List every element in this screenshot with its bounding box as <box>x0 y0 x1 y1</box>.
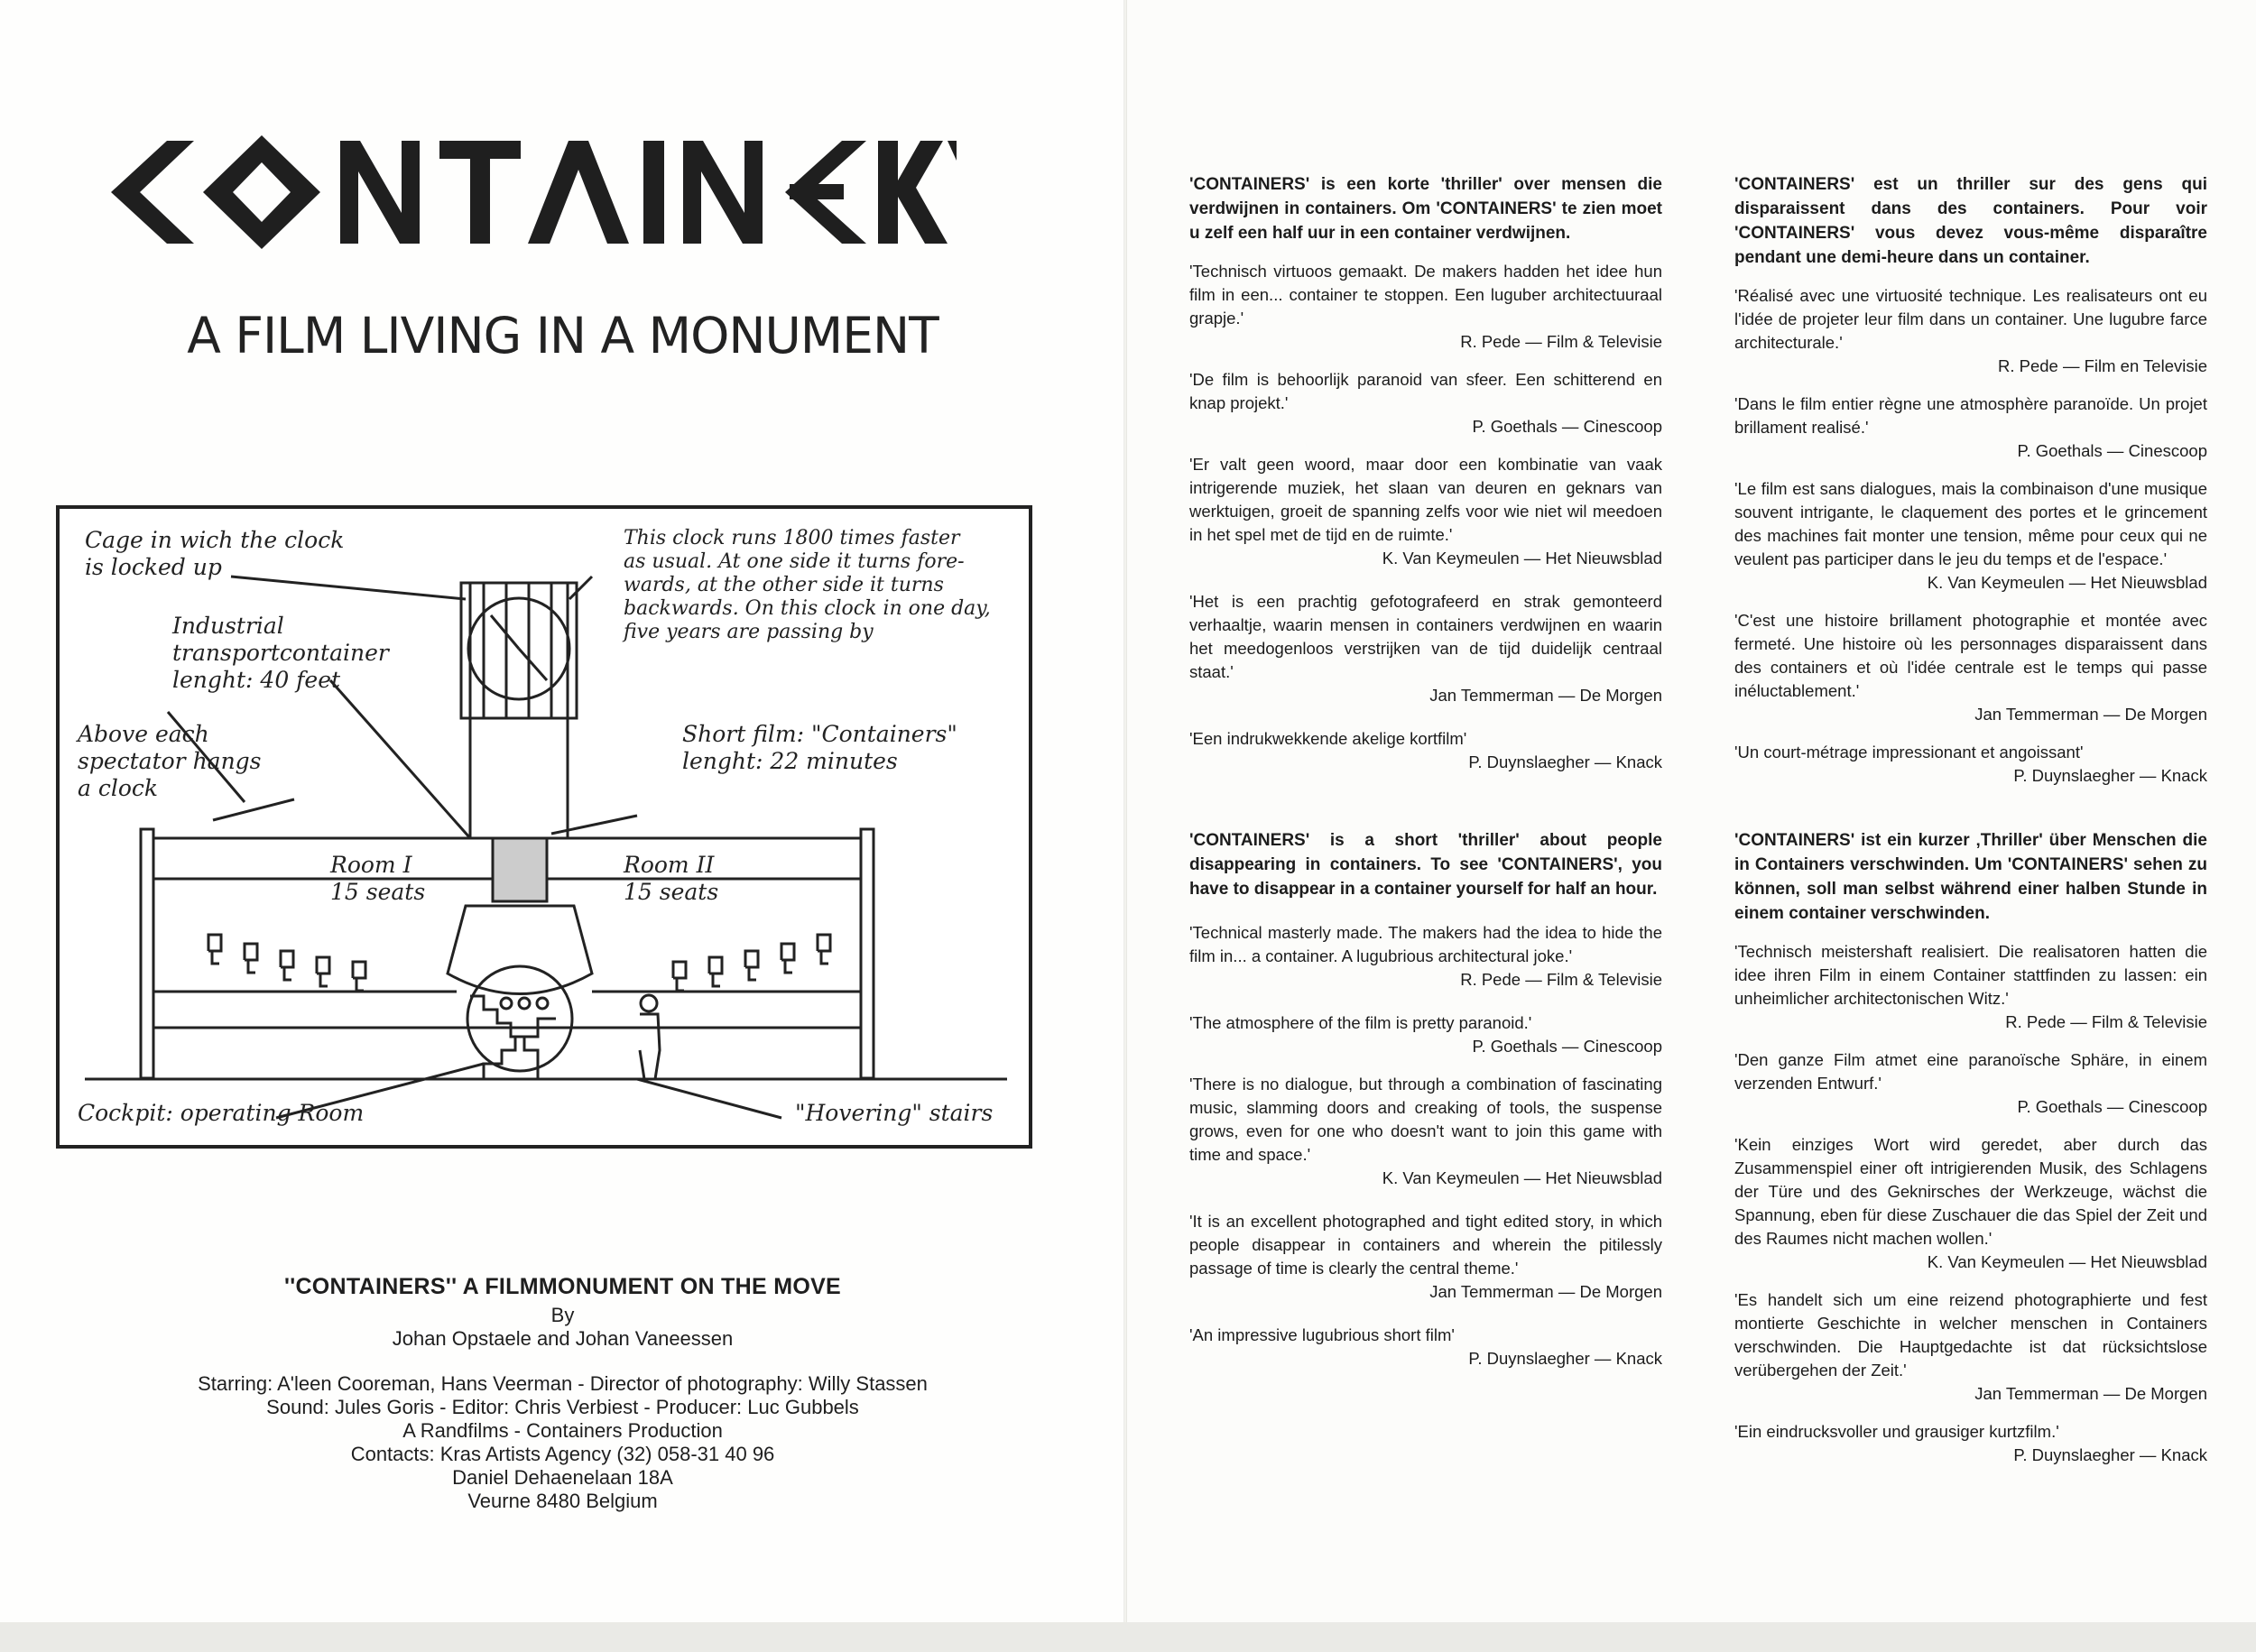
quote-en-2 <box>1189 1011 1662 1058</box>
quote-text: 'C'est une histoire brillament photographie et montée avec fermeté. Une histoire où les personnages disparaissent dans des containers et où l'idée centrale est le temps qui passe inéluctablement.' <box>1734 611 2207 700</box>
quote-de-1 <box>1734 940 2207 1034</box>
credits-by: By <box>550 1304 575 1326</box>
column-german <box>1734 828 2207 1467</box>
page-fold <box>1123 0 1127 1652</box>
label-clock: This clock runs 1800 times faster as usual. At one side it turns fore- wards, at the other side it turns backwards. On this clock in one day, five years are passing by <box>624 527 991 643</box>
quote-text: 'Er valt geen woord, maar door een kombinatie van vaak intrigerende muziek, het slaan van deuren en geknars van werktuigen, groeit de spanning zelfs voor wie niet wil meedoen in het spel met de tijd en de ruimte.' <box>1189 455 1662 544</box>
quote-fr-4 <box>1734 609 2207 726</box>
quote-text: 'The atmosphere of the film is pretty paranoid.' <box>1189 1013 1532 1032</box>
quote-fr-1 <box>1734 284 2207 378</box>
quote-en-5 <box>1189 1324 1662 1371</box>
quote-fr-2 <box>1734 392 2207 463</box>
credits-starring: Starring: A'leen Cooreman, Hans Veerman - Director of photography: Willy Stassen <box>198 1372 928 1395</box>
quote-text: 'Het is een prachtig gefotografeerd en strak gemonteerd verhaaltje, waarin mensen in containers verdwijnen en waarin het meedogenloos verstrijken van de tijd duidelijk centraal staat.' <box>1189 592 1662 681</box>
quote-en-1 <box>1189 921 1662 992</box>
quote-nl-2 <box>1189 368 1662 438</box>
label-container: Industrial transportcontainer lenght: 40 feet <box>172 613 389 693</box>
label-cockpit: Cockpit: operating Room <box>78 1100 365 1126</box>
quote-source: P. Duynslaegher — Knack <box>1468 752 1662 771</box>
label-stairs: "Hovering" stairs <box>795 1100 994 1126</box>
credits-address-2: Veurne 8480 Belgium <box>467 1490 658 1512</box>
quote-text: 'An impressive lugubrious short film' <box>1189 1325 1455 1344</box>
containers-logo <box>104 134 957 251</box>
quote-source: Jan Temmerman — De Morgen <box>1429 1282 1662 1301</box>
quote-source: Jan Temmerman — De Morgen <box>1974 705 2207 724</box>
quote-source: P. Goethals — Cinescoop <box>2017 441 2207 460</box>
label-cage: Cage in wich the clock is locked up <box>85 527 345 580</box>
quote-source: P. Goethals — Cinescoop <box>1472 1037 1662 1056</box>
quote-text: 'Réalisé avec une virtuosité technique. Les realisateurs ont eu l'idée de projeter leur film dans un container. Une lugubre farce architecturale.' <box>1734 286 2207 352</box>
credits-authors: Johan Opstaele and Johan Vaneessen <box>392 1327 734 1350</box>
scan-bottom-edge <box>0 1622 2256 1652</box>
quote-text: 'Kein einziges Wort wird geredet, aber durch das Zusammenspiel einer oft intrigierenden Musik, des Schlagens der Türe und des Geknirsches der Werkzeuge, wächst die Spannung, eben für diese Zuschauer die das Spiel der Zeit und des Raumes nicht machen wollen.' <box>1734 1135 2207 1248</box>
quote-source: K. Van Keymeulen — Het Nieuwsblad <box>1382 549 1662 568</box>
credits-production: A Randfilms - Containers Production <box>402 1419 723 1442</box>
subtitle: A FILM LIVING IN A MONUMENT <box>187 307 938 365</box>
label-short-film: Short film: "Containers" lenght: 22 minutes <box>682 721 957 774</box>
quote-text: 'Un court-métrage impressionant et angoissant' <box>1734 743 2084 761</box>
quote-source: K. Van Keymeulen — Het Nieuwsblad <box>1382 1168 1662 1187</box>
left-page <box>0 0 1125 1652</box>
quote-source: P. Duynslaegher — Knack <box>1468 1349 1662 1368</box>
quote-nl-4 <box>1189 590 1662 707</box>
quote-text: 'Ein eindrucksvoller und grausiger kurtzfilm.' <box>1734 1422 2059 1441</box>
label-spectator: Above each spectator hangs a clock <box>78 721 262 801</box>
quote-source: R. Pede — Film en Televisie <box>1997 356 2207 375</box>
intro-fr: 'CONTAINERS' est un thriller sur des gens qui disparaissent dans des containers. Pour voir 'CONTAINERS' vous devez vous-même disparaître pendant une demi-heure dans un container. <box>1734 175 2207 267</box>
quote-nl-1 <box>1189 260 1662 354</box>
quote-fr-3 <box>1734 477 2207 595</box>
credits <box>0 1274 1125 1513</box>
label-room-2: Room II 15 seats <box>624 852 719 905</box>
credits-headline: ''CONTAINERS'' A FILMMONUMENT ON THE MOVE <box>283 1274 842 1299</box>
intro-de: 'CONTAINERS' ist ein kurzer ‚Thriller' über Menschen die in Containers verschwinden. Um 'CONTAINERS' sehen zu können, soll man selbst während einer halben Stunde in einem container verschwinden. <box>1734 831 2207 923</box>
quote-source: R. Pede — Film & Televisie <box>1460 332 1662 351</box>
quote-text: 'De film is behoorlijk paranoid van sfeer. Een schitterend en knap projekt.' <box>1189 370 1662 412</box>
quote-text: 'It is an excellent photographed and tight edited story, in which people disappear in containers and wherein the pitilessly passage of time is clearly the central theme.' <box>1189 1212 1662 1278</box>
quote-nl-3 <box>1189 453 1662 570</box>
quote-source: K. Van Keymeulen — Het Nieuwsblad <box>1927 1252 2207 1271</box>
quote-de-4 <box>1734 1288 2207 1406</box>
quote-source: P. Duynslaegher — Knack <box>2013 766 2207 785</box>
quote-text: 'Technisch meistershaft realisiert. Die realisatoren hatten die idee ihren Film in einem Container stattfinden zu lassen: ein unheimlicher architectonischen Witz.' <box>1734 942 2207 1008</box>
quote-source: P. Goethals — Cinescoop <box>2017 1097 2207 1116</box>
credits-sound: Sound: Jules Goris - Editor: Chris Verbiest - Producer: Luc Gubbels <box>266 1396 859 1418</box>
column-english <box>1189 828 1662 1371</box>
quote-en-4 <box>1189 1210 1662 1304</box>
intro-en: 'CONTAINERS' is a short 'thriller' about people disappearing in containers. To see 'CONTAINERS', you have to disappear in a container yourself for half an hour. <box>1189 831 1662 899</box>
quote-source: Jan Temmerman — De Morgen <box>1429 686 1662 705</box>
quote-text: 'Dans le film entier règne une atmosphère paranoïde. Un projet brillament realisé.' <box>1734 394 2207 437</box>
quote-en-3 <box>1189 1073 1662 1190</box>
quote-text: 'Den ganze Film atmet eine paranoïsche Sphäre, in einem verzenden Entwurf.' <box>1734 1050 2207 1093</box>
quote-text: 'Es handelt sich um eine reizend photographierte und fest montierte Geschichte in welcher menschen in Containers verschwinden. Die Hauptgedachte ist dat rücksichtslose verübergehen der Zeit.' <box>1734 1290 2207 1380</box>
quote-source: Jan Temmerman — De Morgen <box>1974 1384 2207 1403</box>
column-dutch <box>1189 172 1662 774</box>
quote-text: 'Technisch virtuoos gemaakt. De makers hadden het idee hun film in een... container te stoppen. Een luguber architectuuraal grapje.' <box>1189 262 1662 328</box>
quote-source: K. Van Keymeulen — Het Nieuwsblad <box>1927 573 2207 592</box>
quote-text: 'Le film est sans dialogues, mais la combinaison d'une musique souvent intrigante, le claquement des portes et le grincement des machines fait monter une tension, même pour ceux qui ne veulent pas participer dans le jeu du temps et de l'espace.' <box>1734 479 2207 568</box>
quote-text: 'Een indrukwekkende akelige kortfilm' <box>1189 729 1467 748</box>
quote-text: 'Technical masterly made. The makers had the idea to hide the film in... a container. A lugubrious architectural joke.' <box>1189 923 1662 965</box>
intro-nl: 'CONTAINERS' is een korte 'thriller' over mensen die verdwijnen in containers. Om 'CONTAINERS' te zien moet u zelf een half uur in een container verdwijnen. <box>1189 175 1662 243</box>
monument-diagram <box>56 505 1032 1149</box>
column-french <box>1734 172 2207 788</box>
quote-nl-5 <box>1189 727 1662 774</box>
quote-source: R. Pede — Film & Televisie <box>1460 970 1662 989</box>
label-room-1: Room I 15 seats <box>330 852 426 905</box>
quote-de-5 <box>1734 1420 2207 1467</box>
quote-de-3 <box>1734 1133 2207 1274</box>
quote-text: 'There is no dialogue, but through a combination of fascinating music, slamming doors and creaking of tools, the suspense grows, even for one who doesn't want to join this game with time and space.' <box>1189 1075 1662 1164</box>
quote-source: P. Duynslaegher — Knack <box>2013 1445 2207 1464</box>
quote-de-2 <box>1734 1048 2207 1119</box>
quote-source: P. Goethals — Cinescoop <box>1472 417 1662 436</box>
quote-source: R. Pede — Film & Televisie <box>2005 1012 2207 1031</box>
credits-address-1: Daniel Dehaenelaan 18A <box>452 1466 673 1489</box>
credits-contacts: Contacts: Kras Artists Agency (32) 058-31 40 96 <box>350 1443 775 1465</box>
quote-fr-5 <box>1734 741 2207 788</box>
